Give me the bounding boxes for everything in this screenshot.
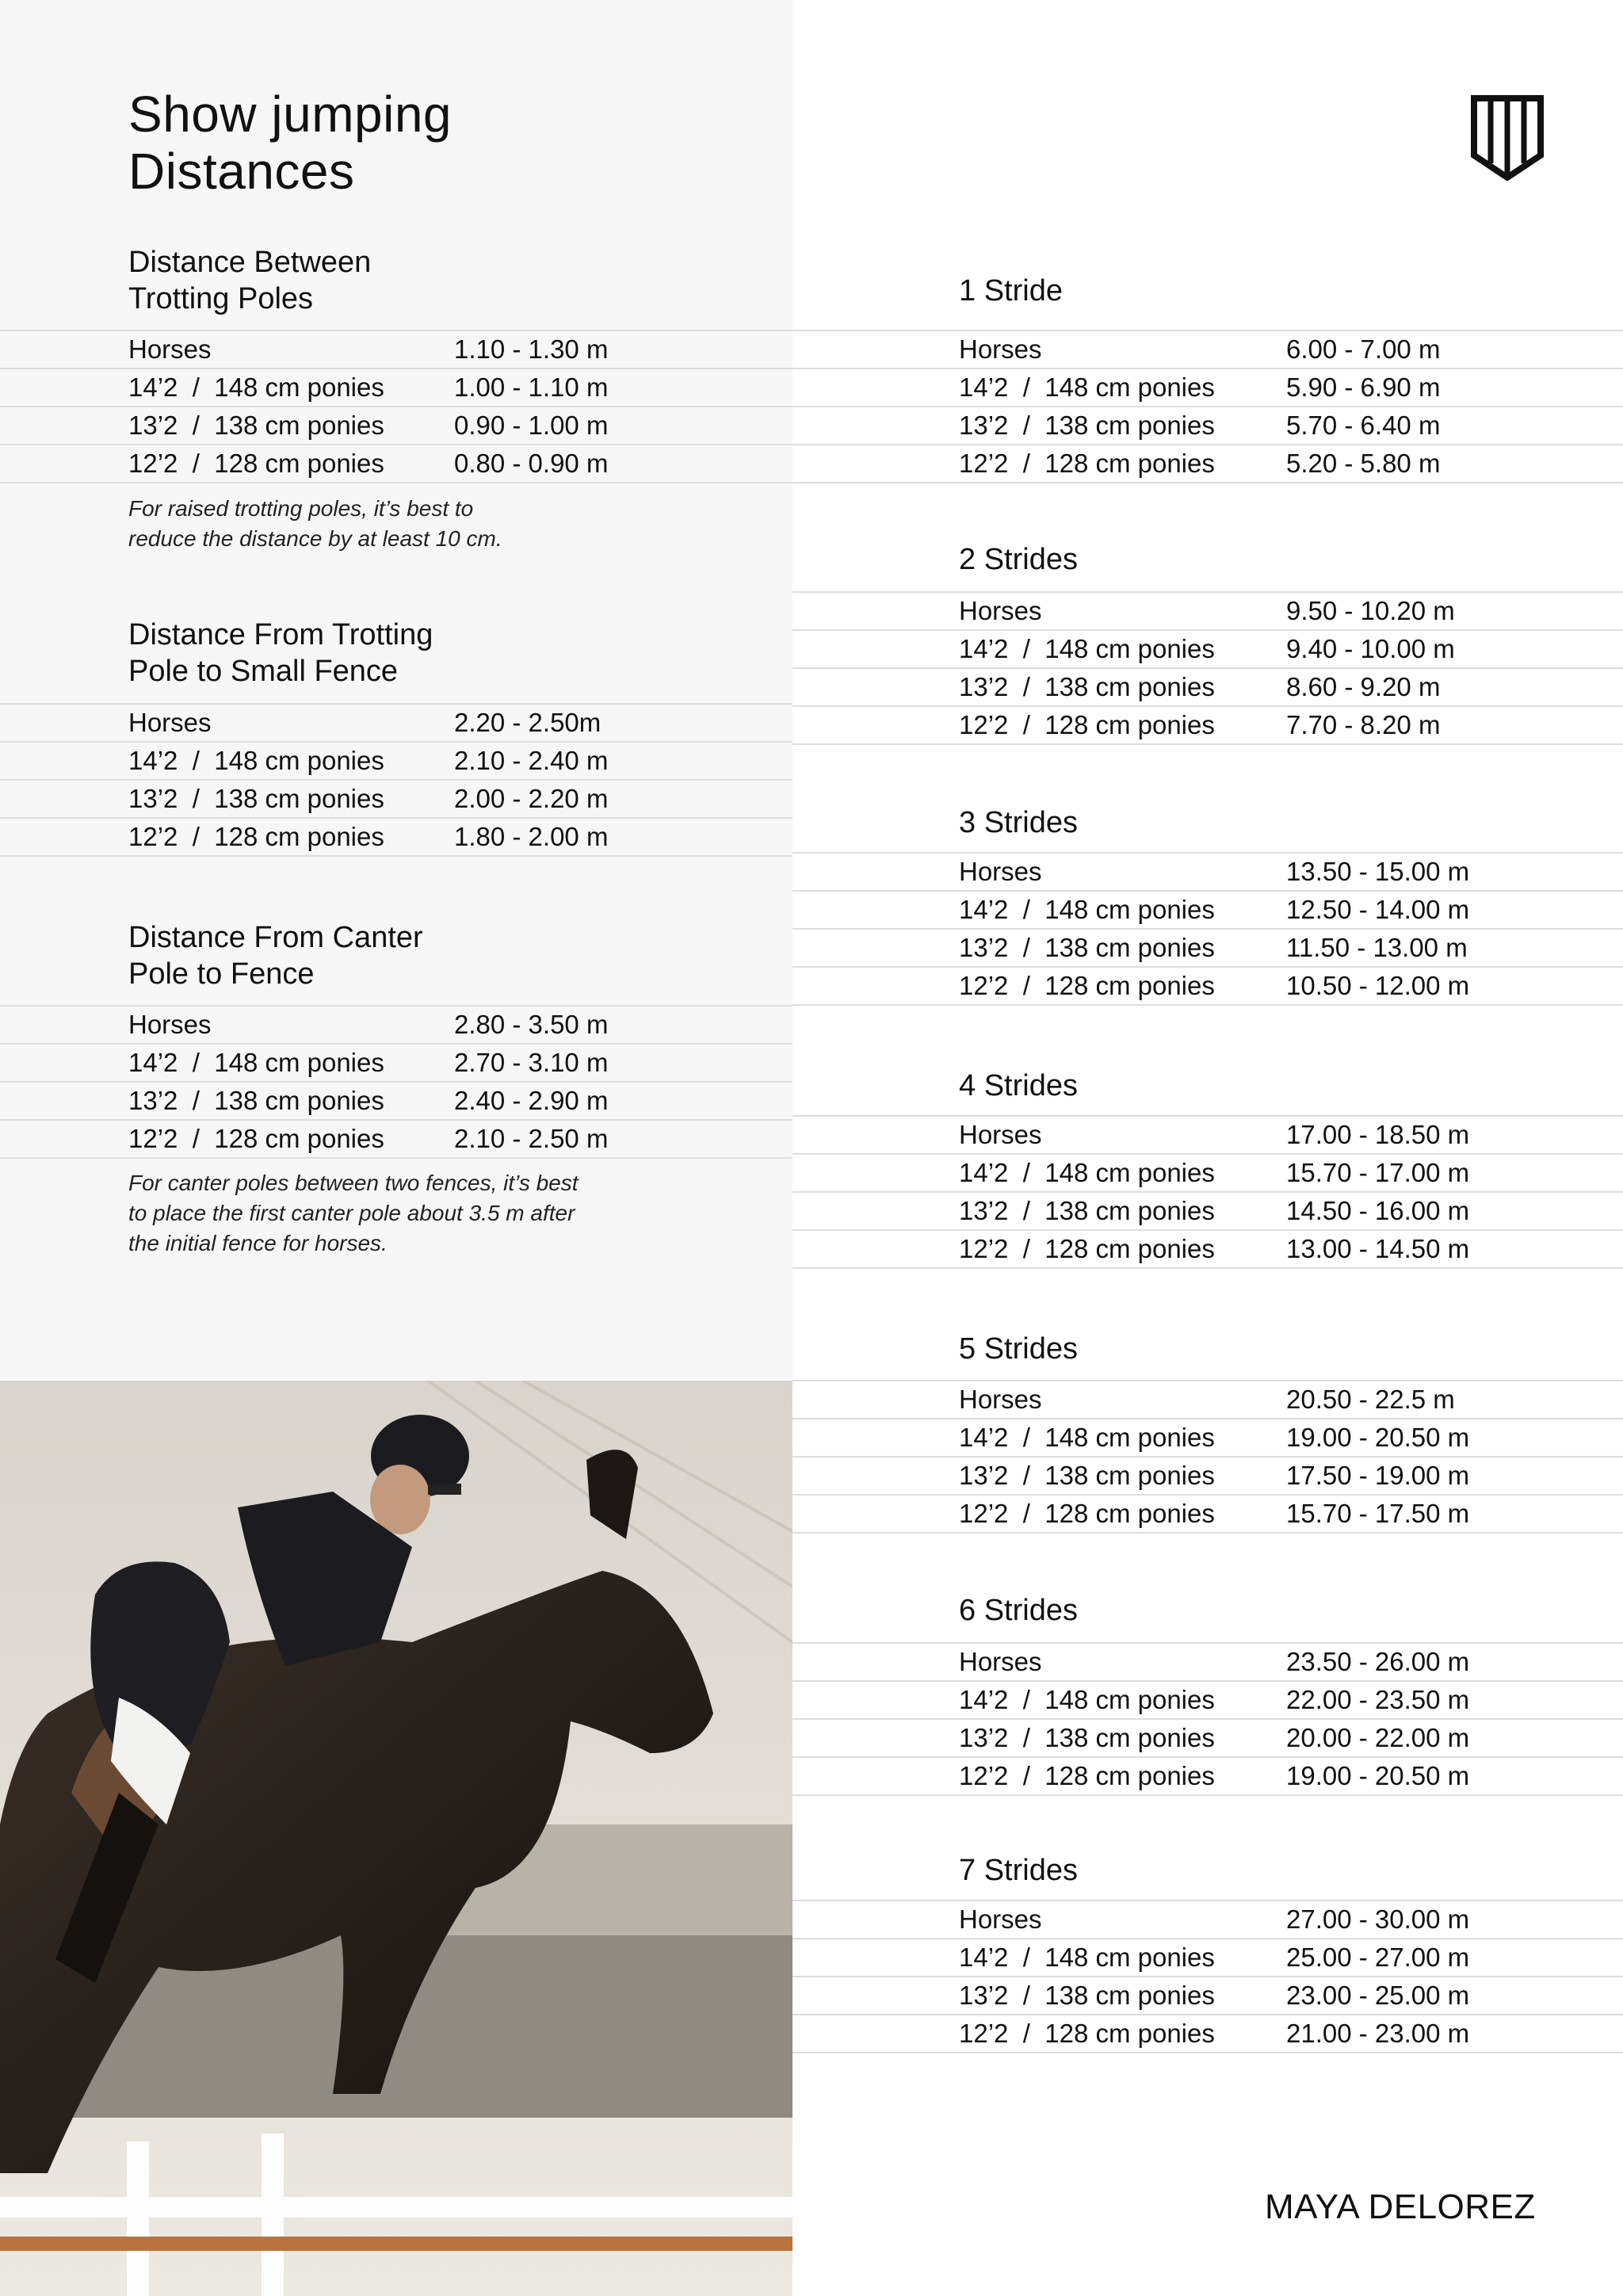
- table-row: [792, 852, 1623, 890]
- row-label: 13’2 / 138 cm ponies: [959, 1981, 1215, 2010]
- note-trotting-poles: For raised trotting poles, it’s best to reduce the distance by at least 10 cm.: [128, 496, 502, 551]
- row-value: 7.70 - 8.20 m: [1286, 710, 1441, 739]
- table-row: [792, 705, 1623, 745]
- section-title-trot-to-fence: Distance From Trotting Pole to Small Fence: [128, 618, 433, 688]
- table-row: [0, 368, 792, 406]
- row-label: 12’2 / 128 cm ponies: [959, 1761, 1215, 1790]
- row-label: Horses: [959, 596, 1042, 625]
- page-title: [128, 86, 452, 200]
- row-value: 5.90 - 6.90 m: [1286, 372, 1441, 402]
- table-row: [792, 330, 1623, 368]
- row-label: 13’2 / 138 cm ponies: [959, 411, 1215, 440]
- row-value: 14.50 - 16.00 m: [1286, 1196, 1470, 1225]
- row-label: 13’2 / 138 cm ponies: [959, 672, 1215, 701]
- table-row: [792, 667, 1623, 705]
- table-row: [792, 928, 1623, 966]
- row-label: 14’2 / 148 cm ponies: [959, 634, 1215, 663]
- row-value: 5.70 - 6.40 m: [1286, 411, 1441, 440]
- row-value: 2.80 - 3.50 m: [454, 1010, 609, 1039]
- table-stride-3: [792, 852, 1623, 1006]
- row-label: 14’2 / 148 cm ponies: [959, 1423, 1215, 1452]
- row-value: 23.50 - 26.00 m: [1286, 1647, 1470, 1676]
- row-value: 20.50 - 22.5 m: [1286, 1385, 1455, 1414]
- row-label: 12’2 / 128 cm ponies: [959, 1234, 1215, 1263]
- table-row: [792, 1153, 1623, 1191]
- section-title-stride-3: 3 Strides: [959, 806, 1078, 839]
- table-row: [0, 1119, 792, 1159]
- row-value: 2.70 - 3.10 m: [454, 1048, 609, 1077]
- table-trotting-poles: [0, 330, 792, 483]
- row-label: 12’2 / 128 cm ponies: [128, 1124, 384, 1153]
- row-value: 2.20 - 2.50m: [454, 708, 601, 737]
- row-label: 12’2 / 128 cm ponies: [959, 449, 1215, 478]
- table-row: [0, 406, 792, 444]
- table-row: [792, 1115, 1623, 1153]
- table-row: [792, 2014, 1623, 2053]
- table-stride-6: [792, 1642, 1623, 1796]
- note-canter-poles: For canter poles between two fences, it’s best to place the first canter pole about 3.5 m after the initial fence for horses.: [128, 1171, 579, 1255]
- row-label: Horses: [959, 1120, 1042, 1149]
- table-row: [792, 368, 1623, 406]
- row-label: 12’2 / 128 cm ponies: [959, 710, 1215, 739]
- section-title-stride-2: 2 Strides: [959, 543, 1078, 576]
- row-value: 2.40 - 2.90 m: [454, 1086, 609, 1115]
- table-row: [792, 629, 1623, 667]
- table-stride-5: [792, 1380, 1623, 1534]
- row-label: 14’2 / 148 cm ponies: [128, 372, 384, 402]
- table-row: [792, 1229, 1623, 1269]
- row-value: 15.70 - 17.00 m: [1286, 1158, 1470, 1187]
- table-row: [792, 1494, 1623, 1534]
- row-value: 27.00 - 30.00 m: [1286, 1904, 1470, 1934]
- table-stride-4: [792, 1115, 1623, 1269]
- row-value: 19.00 - 20.50 m: [1286, 1423, 1470, 1452]
- row-label: 14’2 / 148 cm ponies: [959, 1685, 1215, 1714]
- row-label: 12’2 / 128 cm ponies: [959, 1499, 1215, 1528]
- table-row: [0, 330, 792, 368]
- row-label: Horses: [959, 1385, 1042, 1414]
- table-row: [792, 1418, 1623, 1456]
- table-row: [0, 817, 792, 857]
- brand-wordmark: MAYA DELOREZ: [1265, 2187, 1536, 2226]
- row-label: Horses: [128, 1010, 212, 1039]
- row-value: 25.00 - 27.00 m: [1286, 1943, 1470, 1972]
- row-label: Horses: [959, 857, 1042, 886]
- page-title-line1: Show jumping: [128, 86, 452, 143]
- row-value: 21.00 - 23.00 m: [1286, 2019, 1470, 2048]
- row-label: 14’2 / 148 cm ponies: [959, 895, 1215, 924]
- table-row: [792, 1380, 1623, 1418]
- section-title-stride-4: 4 Strides: [959, 1069, 1078, 1102]
- row-value: 12.50 - 14.00 m: [1286, 895, 1470, 924]
- row-value: 2.10 - 2.40 m: [454, 746, 609, 775]
- row-label: 12’2 / 128 cm ponies: [959, 2019, 1215, 2048]
- row-value: 1.00 - 1.10 m: [454, 372, 609, 402]
- row-label: 13’2 / 138 cm ponies: [959, 1723, 1215, 1752]
- table-stride-7: [792, 1900, 1623, 2053]
- row-value: 23.00 - 25.00 m: [1286, 1981, 1470, 2010]
- row-label: Horses: [128, 708, 212, 737]
- table-row: [792, 444, 1623, 483]
- table-row: [0, 779, 792, 817]
- table-row: [792, 406, 1623, 444]
- brand-shield-icon: [1471, 95, 1544, 181]
- table-row: [0, 1005, 792, 1043]
- table-canter-to-fence: [0, 1005, 792, 1159]
- row-value: 2.10 - 2.50 m: [454, 1124, 609, 1153]
- row-value: 1.80 - 2.00 m: [454, 822, 609, 851]
- row-label: 13’2 / 138 cm ponies: [959, 933, 1215, 962]
- row-value: 0.80 - 0.90 m: [454, 449, 609, 478]
- section-title-trotting-poles: Distance Between Trotting Poles: [128, 246, 372, 315]
- table-row: [792, 1680, 1623, 1718]
- row-label: 13’2 / 138 cm ponies: [128, 784, 384, 813]
- row-value: 5.20 - 5.80 m: [1286, 449, 1441, 478]
- row-label: Horses: [959, 1647, 1042, 1676]
- table-row: [792, 1900, 1623, 1938]
- rider-horse-photo: [0, 1381, 792, 2296]
- section-title-stride-1: 1 Stride: [959, 274, 1063, 308]
- row-value: 9.40 - 10.00 m: [1286, 634, 1455, 663]
- row-value: 17.00 - 18.50 m: [1286, 1120, 1470, 1149]
- row-value: 13.50 - 15.00 m: [1286, 857, 1470, 886]
- row-value: 1.10 - 1.30 m: [454, 334, 609, 364]
- table-stride-1: [792, 330, 1623, 483]
- table-stride-2: [792, 591, 1623, 745]
- table-row: [792, 1938, 1623, 1976]
- table-row: [792, 890, 1623, 928]
- table-row: [792, 966, 1623, 1006]
- row-value: 20.00 - 22.00 m: [1286, 1723, 1470, 1752]
- table-row: [792, 1756, 1623, 1796]
- table-row: [792, 1718, 1623, 1756]
- row-label: Horses: [959, 1904, 1042, 1934]
- row-label: Horses: [128, 334, 212, 364]
- row-label: 14’2 / 148 cm ponies: [128, 1048, 384, 1077]
- row-value: 13.00 - 14.50 m: [1286, 1234, 1470, 1263]
- row-label: 13’2 / 138 cm ponies: [959, 1461, 1215, 1490]
- page-title-line2: Distances: [128, 143, 355, 200]
- section-title-stride-7: 7 Strides: [959, 1854, 1078, 1887]
- row-label: 14’2 / 148 cm ponies: [959, 1158, 1215, 1187]
- table-row: [792, 1456, 1623, 1494]
- row-label: 14’2 / 148 cm ponies: [959, 1943, 1215, 1972]
- section-title-stride-5: 5 Strides: [959, 1332, 1078, 1366]
- row-value: 2.00 - 2.20 m: [454, 784, 609, 813]
- table-row: [792, 1976, 1623, 2014]
- row-value: 9.50 - 10.20 m: [1286, 596, 1455, 625]
- row-value: 11.50 - 13.00 m: [1286, 933, 1468, 962]
- row-value: 19.00 - 20.50 m: [1286, 1761, 1470, 1790]
- table-row: [0, 703, 792, 741]
- table-row: [792, 1191, 1623, 1229]
- row-value: 6.00 - 7.00 m: [1286, 334, 1441, 364]
- row-value: 8.60 - 9.20 m: [1286, 672, 1441, 701]
- table-row: [0, 741, 792, 779]
- row-label: 12’2 / 128 cm ponies: [128, 822, 384, 851]
- row-label: 12’2 / 128 cm ponies: [959, 971, 1215, 1000]
- table-row: [0, 1081, 792, 1119]
- table-row: [792, 1642, 1623, 1680]
- row-label: 13’2 / 138 cm ponies: [959, 1196, 1215, 1225]
- table-trot-to-fence: [0, 703, 792, 857]
- row-label: 12’2 / 128 cm ponies: [128, 449, 384, 478]
- row-value: 22.00 - 23.50 m: [1286, 1685, 1470, 1714]
- table-row: [0, 444, 792, 483]
- row-label: 13’2 / 138 cm ponies: [128, 411, 384, 440]
- row-label: 14’2 / 148 cm ponies: [128, 746, 384, 775]
- table-row: [792, 591, 1623, 629]
- row-label: 13’2 / 138 cm ponies: [128, 1086, 384, 1115]
- section-title-stride-6: 6 Strides: [959, 1594, 1078, 1627]
- table-row: [0, 1043, 792, 1081]
- row-label: 14’2 / 148 cm ponies: [959, 372, 1215, 402]
- section-title-canter-to-fence: Distance From Canter Pole to Fence: [128, 921, 423, 991]
- row-value: 15.70 - 17.50 m: [1286, 1499, 1470, 1528]
- row-value: 10.50 - 12.00 m: [1286, 971, 1470, 1000]
- row-value: 0.90 - 1.00 m: [454, 411, 609, 440]
- row-label: Horses: [959, 334, 1042, 364]
- row-value: 17.50 - 19.00 m: [1286, 1461, 1470, 1490]
